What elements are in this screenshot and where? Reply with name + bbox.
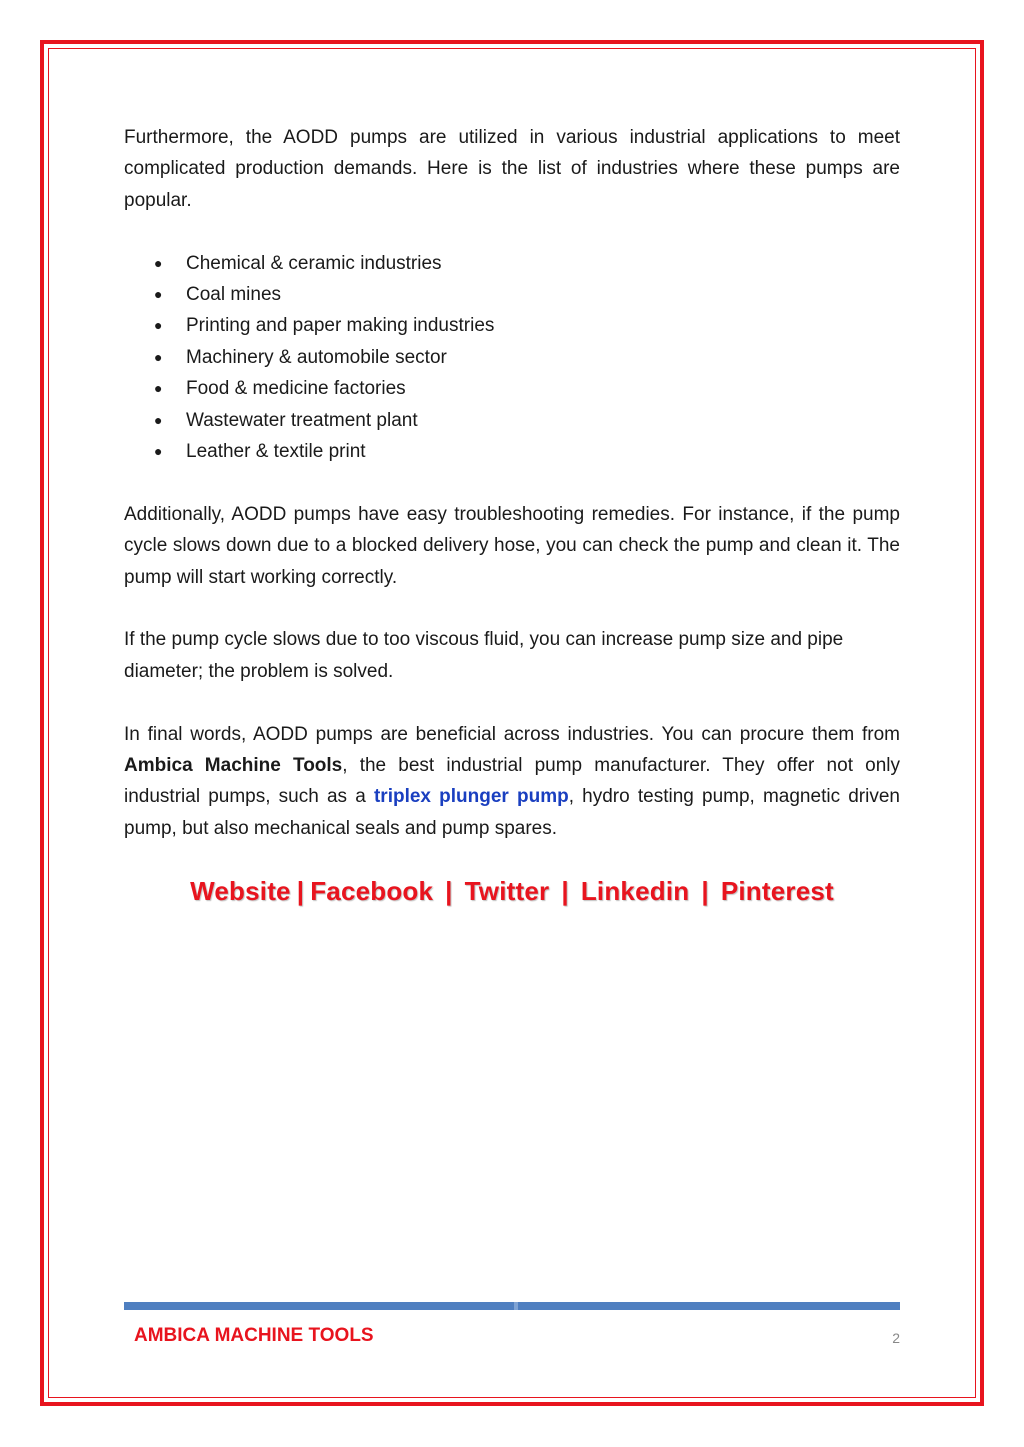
- bullet-icon: ●: [154, 380, 163, 397]
- troubleshooting-paragraph: Additionally, AODD pumps have easy troubleshooting remedies. For instance, if the pump cycle slows down due to a blocked delivery hose, you can check the pump and clean it. The pump will start working correctly.: [124, 503, 900, 588]
- final-paragraph: In final words, AODD pumps are beneficial across industries. You can procure them from Ambica Machine Tools, the best industrial pump manufacturer. They offer not only industrial pumps, such as a triplex plunger pump, hydro testing pump, magnetic driven pump, but also mechanical seals and pump spares.: [124, 723, 900, 839]
- separator: |: [296, 876, 305, 906]
- bullet-icon: ●: [154, 411, 163, 428]
- separator: |: [701, 876, 709, 906]
- bullet-icon: ●: [154, 442, 163, 459]
- twitter-link[interactable]: Twitter: [464, 876, 550, 906]
- list-item: ● Machinery & automobile sector: [124, 342, 900, 373]
- list-item: ● Chemical & ceramic industries: [124, 248, 900, 279]
- industries-list: [124, 248, 900, 468]
- viscous-paragraph: If the pump cycle slows due to too viscous fluid, you can increase pump size and pipe diameter; the problem is solved.: [124, 629, 844, 682]
- separator: |: [561, 876, 569, 906]
- bullet-icon: ●: [154, 286, 163, 302]
- pinterest-link[interactable]: Pinterest: [720, 876, 834, 906]
- social-links: [124, 876, 900, 907]
- page-number: 2: [892, 1330, 900, 1346]
- list-item: ● Printing and paper making industries: [124, 310, 900, 341]
- list-item: ● Leather & textile print: [124, 436, 900, 467]
- footer-divider: [124, 1302, 900, 1310]
- separator: |: [445, 876, 453, 906]
- triplex-plunger-pump-link[interactable]: triplex plunger pump: [373, 786, 569, 808]
- bullet-icon: ●: [154, 317, 163, 334]
- list-item: ● Wastewater treatment plant: [124, 405, 900, 436]
- bullet-icon: ●: [154, 254, 163, 271]
- bullet-icon: ●: [154, 348, 163, 365]
- page-content: [124, 122, 900, 844]
- list-item: ● Coal mines: [124, 279, 900, 310]
- intro-paragraph: Furthermore, the AODD pumps are utilized in various industrial applications to meet complicated production demands. Here is the list of industries where these pumps are popular.: [124, 127, 900, 211]
- list-item: ● Food & medicine factories: [124, 373, 900, 404]
- company-name: Ambica Machine Tools: [124, 754, 343, 776]
- linkedin-link[interactable]: Linkedin: [580, 876, 690, 906]
- facebook-link[interactable]: Facebook: [310, 876, 434, 906]
- footer-company-name: AMBICA MACHINE TOOLS: [134, 1325, 374, 1346]
- website-link[interactable]: Website: [190, 876, 291, 906]
